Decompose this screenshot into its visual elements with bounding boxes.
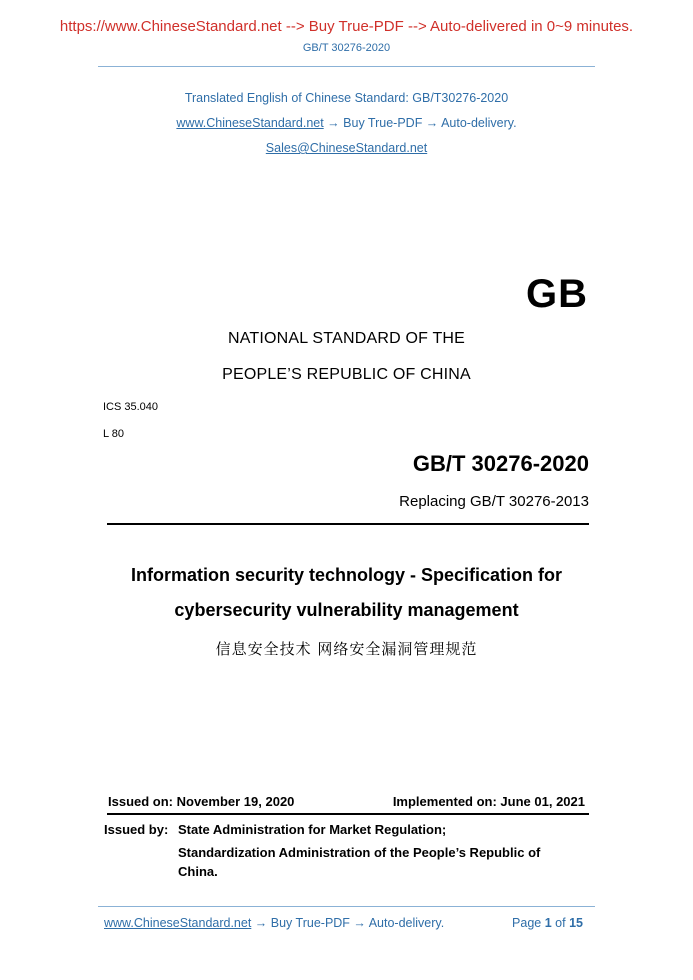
ics-code: ICS 35.040 — [103, 401, 159, 413]
sales-email-link[interactable]: Sales@ChineseStandard.net — [265, 141, 428, 155]
issued-by-label: Issued by: — [104, 822, 169, 837]
footer-purchase-line — [104, 916, 444, 930]
footer-site-link[interactable]: www.ChineseStandard.net — [104, 916, 252, 930]
ccs-code: L 80 — [103, 428, 125, 440]
page-label: Page — [512, 916, 542, 930]
issuer-first: State Administration for Market Regulation; — [178, 822, 447, 837]
dates-divider — [107, 813, 589, 815]
email-line — [0, 141, 693, 155]
standard-number: GB/T 30276-2020 — [412, 451, 589, 476]
footer-purchase-text: → Buy True-PDF → Auto-delivery. — [251, 916, 445, 930]
document-title-line2: cybersecurity vulnerability management — [174, 600, 519, 620]
title-divider — [107, 523, 589, 525]
replacing-standard: Replacing GB/T 30276-2013 — [399, 493, 589, 510]
issued-date: Issued on: November 19, 2020 — [108, 794, 295, 809]
page-total: 15 — [569, 916, 583, 930]
issuer-second-line1: Standardization Administration of the People’s Republic of — [178, 845, 541, 860]
issuer-second-line2: China. — [178, 864, 218, 879]
site-link[interactable]: www.ChineseStandard.net — [176, 116, 324, 130]
national-standard-line1: NATIONAL STANDARD OF THE — [227, 330, 466, 347]
header-divider — [98, 66, 595, 67]
gb-logo: GB — [526, 272, 588, 316]
implemented-date: Implemented on: June 01, 2021 — [392, 794, 585, 809]
national-standard-line2: PEOPLE’S REPUBLIC OF CHINA — [222, 366, 471, 383]
purchase-text: → Buy True-PDF → Auto-delivery. — [323, 116, 517, 130]
purchase-line — [0, 116, 693, 130]
top-banner-link[interactable]: https://www.ChineseStandard.net --> Buy True-PDF --> Auto-delivered in 0~9 minutes. — [59, 18, 634, 35]
page-current: 1 — [544, 916, 552, 930]
page-indicator — [512, 916, 583, 930]
translation-note: Translated English of Chinese Standard: GB/T30276-2020 — [184, 91, 509, 105]
document-title-chinese: 信息安全技术 网络安全漏洞管理规范 — [215, 640, 478, 658]
footer-divider — [98, 906, 595, 907]
document-title-line1: Information security technology - Specification for — [130, 565, 563, 585]
page-of: of — [555, 916, 566, 930]
header-standard-code: GB/T 30276-2020 — [302, 42, 391, 54]
